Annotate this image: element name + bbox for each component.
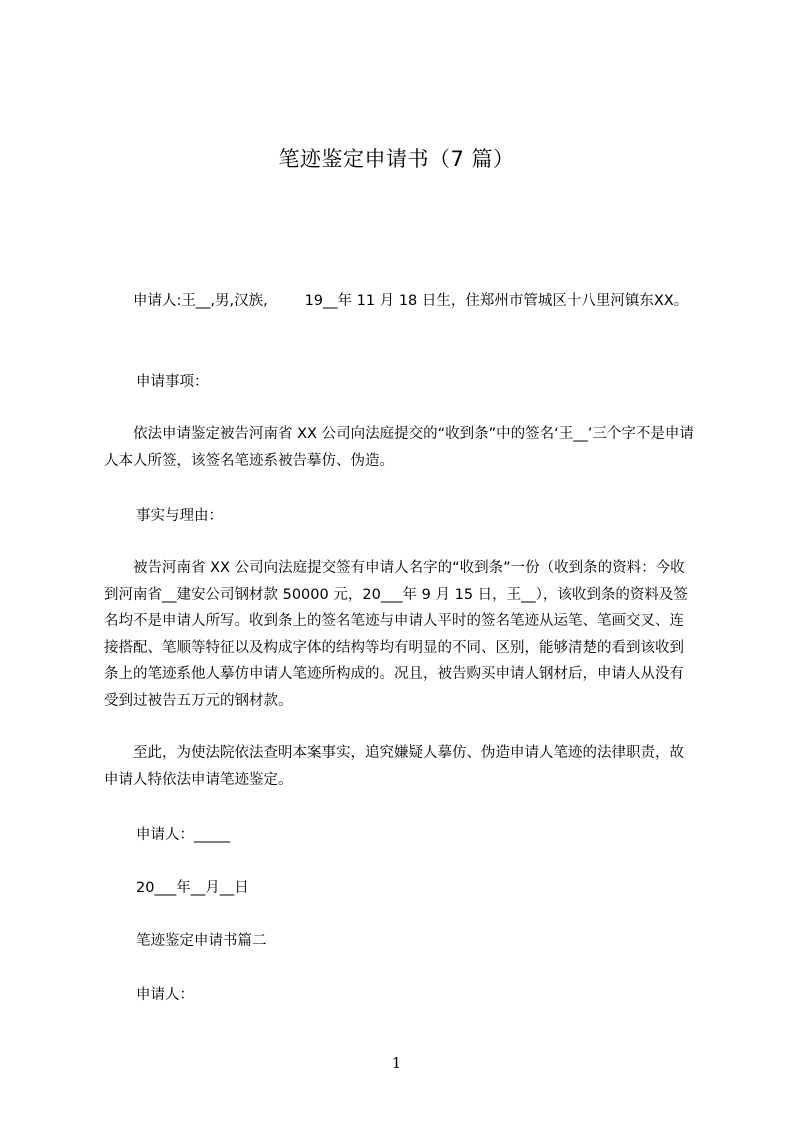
next-section-title: 笔迹鉴定申请书篇二 bbox=[136, 933, 267, 949]
applicant-info-paragraph: 申请人:王__,男,汉族, 19__年 11 月 18 日生，住郑州市管城区十八里河镇东XX。 bbox=[133, 293, 689, 309]
facts-body-paragraph: 被告河南省 XX 公司向法庭提交签有申请人名字的“收到条”一份（收到条的资料：今收到河南省__建安公司钢材款 50000 元，20___年 9 月 15 日，王__），该收到条的资料及签名均不是申请人所写。收到条上的签名笔迹与申请人平时的签名笔迹从运笔、笔画交叉、连接搭配、笔顺等特征以及构成字体的结构等均有明显的不同、区别，能够清楚的看到该收到条上的笔迹系他人摹仿申请人笔迹所构成的。况且，被告购买申请人钢材后，申请人从没有受到过被告五万元的钢材款。 bbox=[104, 560, 688, 709]
page-number: 1 bbox=[391, 1054, 402, 1072]
date-line: 20___年__月__日 bbox=[136, 880, 249, 896]
facts-heading: 事实与理由： bbox=[136, 508, 223, 524]
document-title: 笔迹鉴定申请书（7 篇） bbox=[278, 147, 515, 171]
signature-line: 申请人：_____ bbox=[136, 827, 231, 843]
request-body-paragraph: 依法申请鉴定被告河南省 XX 公司向法庭提交的“收到条”中的签名‘王__’三个字不是申请人本人所签，该签名笔迹系被告摹仿、伪造。 bbox=[104, 426, 694, 469]
request-heading: 申请事项： bbox=[136, 374, 209, 390]
conclusion-paragraph: 至此，为使法院依法查明本案事实，追究嫌疑人摹仿、伪造申请人笔迹的法律职责，故申请人特依法申请笔迹鉴定。 bbox=[104, 745, 684, 788]
next-applicant-line: 申请人： bbox=[136, 987, 194, 1003]
